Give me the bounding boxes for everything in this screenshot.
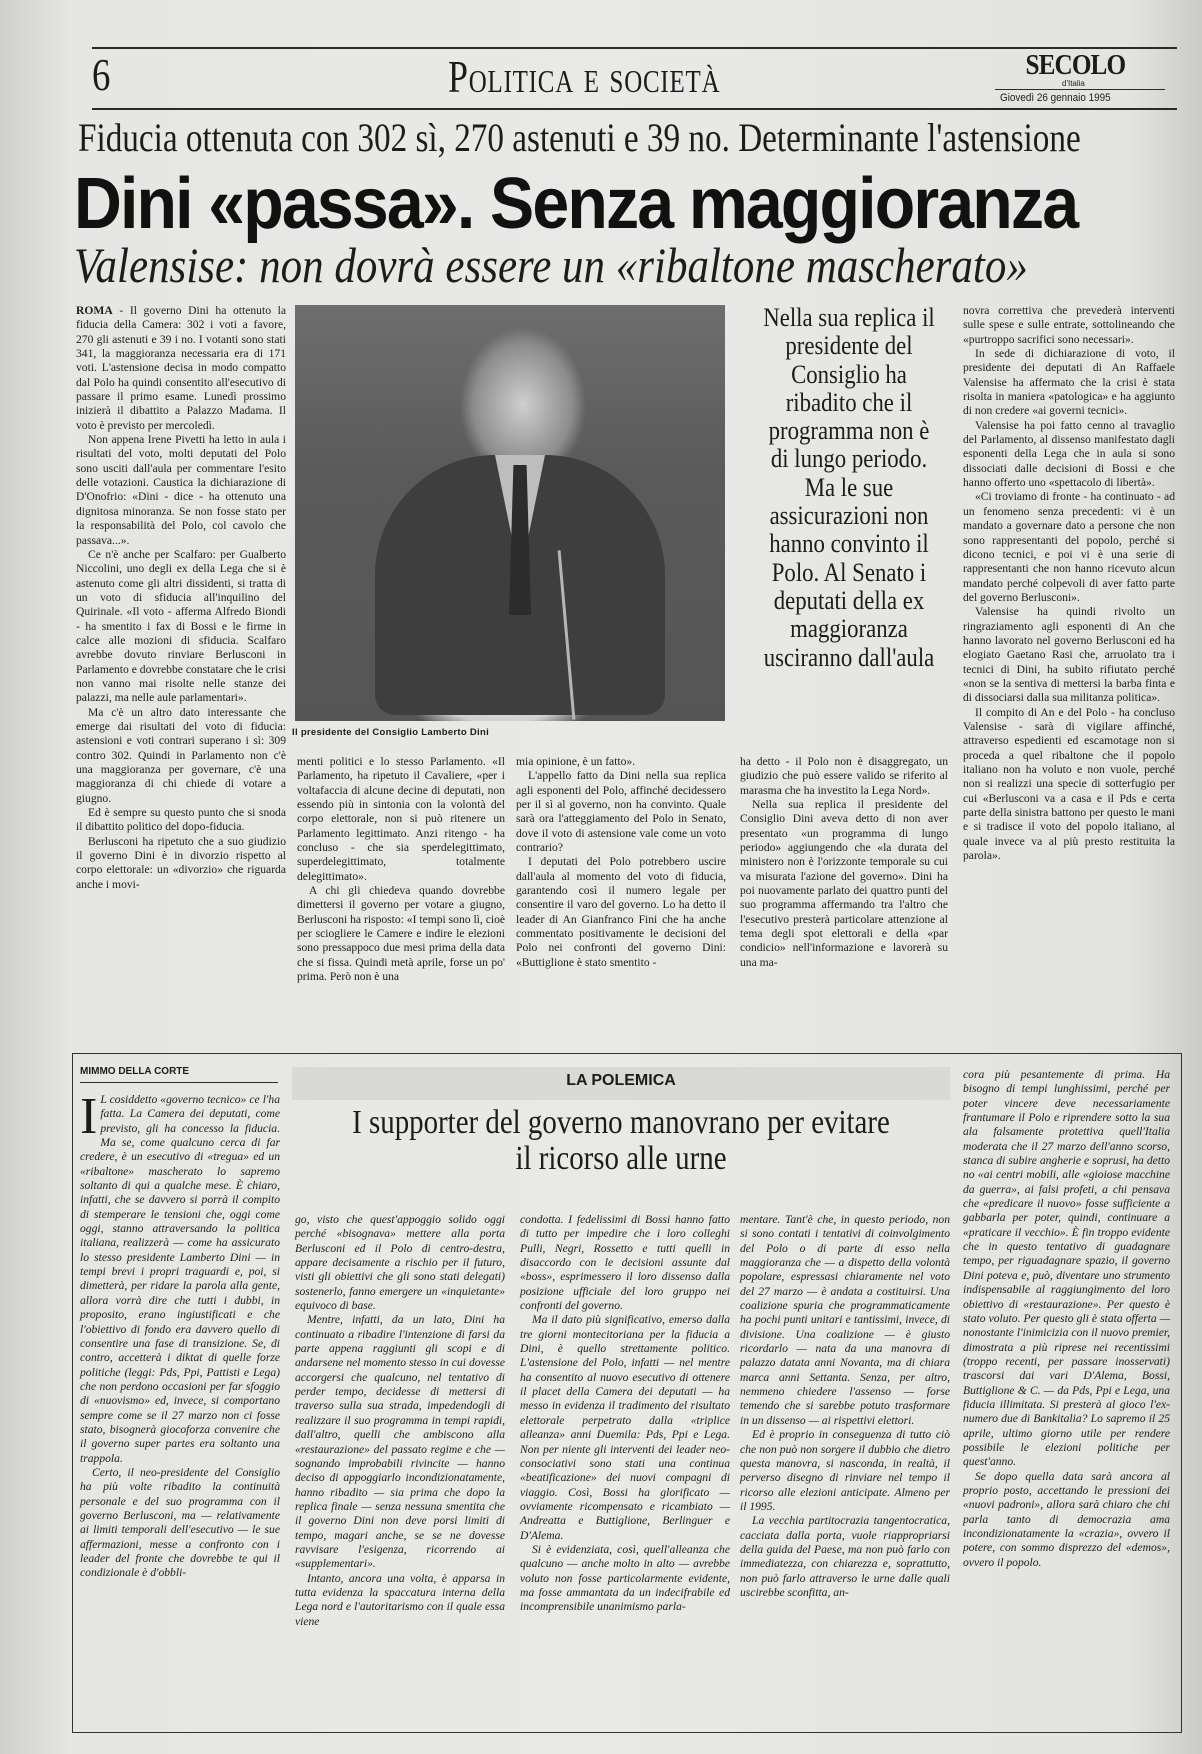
- photo-lamberto-dini: [295, 305, 725, 721]
- article-column-5: [963, 304, 1175, 863]
- polemica-column-1: [80, 1088, 280, 1581]
- polemica-paragraph: Mentre, infatti, da un lato, Dini ha continuato a ribadire l'intenzione di farsi da parte appena raggiunti gli scopi e di andarsene nel momento stesso in cui dovesse accorgersi che qualcuno, nel tentativo di perder tempo, decidesse di mettersi di traverso sulla sua strada, impedendogli di realizzare il suo programma in tempi rapidi, dall'altro, quelli che ambiscono alla «restaurazione» del passato regime e che — sognando improbabili rivincite — hanno deciso di appoggiarlo incondizionatamente, hanno ribadito — sia prima che dopo la replica finale — senza nessuna smentita che il governo Dini non deve porsi limiti di tempo, magari anche, se se ne dovesse ravvisare l'esigenza, ricorrendo ai «supplementari».: [295, 1313, 505, 1571]
- drop-cap: I: [80, 1088, 98, 1145]
- article-paragraph: Valensise ha quindi rivolto un ringraziamento agli esponenti di An che hanno lavorato nel governo Berlusconi ed ha elogiato Gaetano Rasi che, arruolato tra i tecnici di Dini, ha subito rifiutato perché «non se la sentiva di mettersi la barba finta e di dissociarsi dalla sua militanza politica».: [963, 605, 1175, 705]
- author-rule: [80, 1082, 278, 1083]
- top-rule: [92, 47, 1177, 49]
- issue-date: Giovedì 26 gennaio 1995: [1000, 92, 1111, 104]
- polemica-title: I supporter del governo manovrano per evitare il ricorso alle urne: [352, 1104, 890, 1177]
- polemica-paragraph: La vecchia partitocrazia tangentocratica, cacciata dalla porta, vuole riappropriarsi della guida del Paese, ma non può farlo con immediatezza, con chiarezza e, soprattutto, non può farlo attraverso le urne dalle quali uscirebbe sconfitta, an-: [740, 1514, 950, 1599]
- article-paragraph: A chi gli chiedeva quando dovrebbe dimettersi il governo per votare a giugno, Berlusconi ha risposto: «I tempi sono lì, cioè per sciogliere le Camere e indire le elezioni sono pressappoco due mesi prima della data che si fissa. Quindi metà aprile, forse un po' prima. Però non è una: [297, 884, 506, 984]
- polemica-column-4: [740, 1213, 950, 1600]
- article-paragraph: ROMA - Il governo Dini ha ottenuto la fiducia della Camera: 302 i voti a favore, 270 gli astenuti e 39 i no. I votanti sono stati 341, la maggioranza necessaria era di 171 voti. L'astensione decisa in modo compatto dal Polo ha quindi consentito all'esecutivo di passare il primo esame. Lunedì prossimo inizierà il dibattito a Palazzo Madama. Il voto è previsto per mercoledì.: [76, 304, 286, 432]
- article-paragraph: menti politici e lo stesso Parlamento. «Il Parlamento, ha ripetuto il Cavaliere, «per i voltafaccia di alcune decine di deputati, non essendo più in sintonia con la volontà del corpo elettorale, non si può ritenere un Parlamento legittimato. Anzi ritengo - ha concluso - che sia sperdelegittimato, superdelegittimato, totalmente delegittimato».: [297, 755, 505, 883]
- article-paragraph: Ce n'è anche per Scalfaro: per Gualberto Niccolini, uno degli ex della Lega che si è astenuto come gli altri dissidenti, si tratta di un voto di sfiducia all'inquilino del Quirinale. «Il voto - afferma Alfredo Biondi - ha smentito i fax di Bossi e le firme in calce alle mozioni di sfiducia. Scalfaro avrebbe dovuto rinviare Berlusconi in Parlamento e dovrebbe constatare che le crisi non vanno mai risolte nelle stanze dei palazzi, ma nelle aule parlamentari».: [76, 547, 286, 705]
- polemica-column-3: [520, 1213, 730, 1615]
- article-paragraph: Ma c'è un altro dato interessante che emerge dai risultati del voto di fiducia: astensioni e voti contrari superano i sì: 309 contro 302. Quindi in Parlamento non c'è una maggioranza per governare, c'è una maggioranza di chi chiede di votare a giugno.: [76, 705, 286, 805]
- polemica-paragraph: Ma il dato più significativo, emerso dalla tre giorni montecitoriana per la fiducia a Dini, è quello strettamente politico. L'astensione del Polo, infatti — nel mentre ha consentito al nuovo esecutivo di ottenere il placet della Camera dei deputati — ha messo in evidenza il tradimento del risultato elettorale perpetrato dalla «triplice alleanza» anni Duemila: Pds, Ppi e Lega. Non per niente gli interventi dei leader neo-consociativi sono stati una continua «beatificazione» dei nuovi compagni di viaggio. Così, Bossi ha glorificato — ovviamente ricompensato e ricambiato — Andreatta e Buttiglione, Berlinguer e D'Alema.: [520, 1313, 730, 1542]
- section-title: Politica e società: [448, 51, 721, 102]
- article-paragraph: I deputati del Polo potrebbero uscire dall'aula al momento del voto di fiducia, garantendo così il numero legale per consentire il varo del governo. Lo ha detto il leader di An Gianfranco Fini che ha anche commentato positivamente le decisioni del Polo nei confronti del governo Dini: «Buttiglione è stato smentito -: [516, 855, 726, 969]
- polemica-paragraph: condotta. I fedelissimi di Bossi hanno fatto di tutto per impedire che i loro colleghi Pulli, Negri, Rossetto e tutti quelli in disaccordo con le decisioni assunte dal «boss», esprimessero il loro dissenso dalla posizione ufficiale del loro gruppo nei confronti del governo.: [520, 1213, 730, 1313]
- article-paragraph: In sede di dichiarazione di voto, il presidente dei deputati di An Raffaele Valensise ha affermato che la crisi è stata risolta in maniera «patologica» e ha aggiunto di non credere «ai governi tecnici».: [963, 347, 1175, 418]
- date-rule: [995, 89, 1165, 90]
- polemica-paragraph: Intanto, ancora una volta, è apparsa in tutta evidenza la spaccatura interna della Lega nord e l'autoritarismo con il quale essa viene: [295, 1571, 505, 1628]
- pull-quote: Nella sua replica il presidente del Consiglio ha ribadito che il programma non è di lungo periodo. Ma le sue assicurazioni non hanno convinto il Polo. Al Senato i deputati della ex maggioranza usciranno dall'aula: [763, 302, 935, 672]
- article-column-3: [516, 755, 726, 970]
- page-number: 6: [92, 49, 111, 100]
- polemica-paragraph: Se dopo quella data sarà ancora al proprio posto, accettando le pressioni dei «nuovi padroni», allora sarà chiaro che chi parla tanto di democrazia ama incondizionatamente la «crazia», ovvero il potere, con sommo disprezzo del «demos», ovvero il popolo.: [963, 1469, 1170, 1569]
- newspaper-logo: SECOLO: [1025, 50, 1126, 81]
- article-column-1: [76, 304, 286, 892]
- article-column-2: [297, 755, 505, 985]
- photo-caption: Il presidente del Consiglio Lamberto Dini: [292, 727, 490, 738]
- article-paragraph: L'appello fatto da Dini nella sua replica agli esponenti del Polo, affinché decidessero per il sì al governo, non ha convinto. Quale sarà ora l'atteggiamento del Polo in Senato, dove il voto di astensione vale come un voto contrario?: [516, 769, 726, 855]
- article-paragraph: Non appena Irene Pivetti ha letto in aula i risultati del voto, molti deputati del Polo sono usciti dall'aula per commentare l'esito delle votazioni. Caustica la dichiarazione di D'Onofrio: «Dini - dice - ha ottenuto una dignitosa minoranza. Se non fosse stato per la responsabilità del Polo, col cavolo che passava...».: [76, 433, 286, 547]
- polemica-label: LA POLEMICA: [566, 1072, 676, 1089]
- article-paragraph: mia opinione, è un fatto».: [516, 755, 636, 768]
- dateline: ROMA: [76, 304, 113, 317]
- article-paragraph: ha detto - il Polo non è disaggregato, un giudizio che può essere valido se riferito al marasma che ha investito la Lega Nord».: [740, 755, 948, 797]
- article-column-4: [740, 755, 948, 970]
- article-paragraph: «Ci troviamo di fronte - ha continuato - ad un fenomeno senza precedenti: vi è un mandato a governare dato a persone che non sono rappresentanti del popolo, perché si dicono tecnici, e poi vi è una serie di rappresentanti che non hanno ricevuto alcun mandato perché colpevoli di aver fatto parte del governo Berlusconi».: [963, 490, 1175, 604]
- newspaper-logo-subtitle: d'Italia: [1062, 79, 1085, 88]
- polemica-paragraph: Si è evidenziata, così, quell'alleanza che qualcuno — anche molto in alto — avrebbe voluto non fosse particolarmente evidente, ma fosse ammantata da un indecifrabile ed incomprensibile unanimismo parla-: [520, 1542, 730, 1614]
- article-headline: Dini «passa». Senza maggioranza: [74, 164, 1078, 244]
- article-paragraph: Ed è sempre su questo punto che si snoda il dibattito politico del dopo-fiducia.: [76, 806, 286, 834]
- masthead-bottom-rule: [92, 108, 1177, 110]
- polemica-paragraph: go, visto che quest'appoggio solido oggi perché «bisognava» mettere alla porta Berlusconi ed il Polo di centro-destra, appare decisamente a rischio per il futuro, visti gli obiettivi che gli sono stati delegati) sostenerlo, fanno emergere un «inquietante» equivoco di base.: [295, 1213, 505, 1313]
- polemica-column-2: [295, 1213, 505, 1629]
- polemica-paragraph: Ed è proprio in conseguenza di tutto ciò che non può non sorgere il dubbio che dietro questa manovra, si nasconda, in realtà, il perverso disegno di rinviare nel tempo il ricorso alle elezioni anticipate. Almeno per il 1995.: [740, 1428, 950, 1513]
- polemica-paragraph: cora più pesantemente di prima. Ha bisogno di tempi lunghissimi, perché per poter vincere deve necessariamente frantumare il Polo e riprendere sotto la sua ala falsamente protettiva quell'Italia moderata che il 27 marzo dell'anno scorso, stanca di subire angherie e soprusi, ha detto no «ai centri mobili, alle «gioiose macchine da guerra», ai falsi profeti, a chi pensava che «predicare il nuovo» fosse sufficiente a gabbarla per poter, quindi, continuare a «praticare il vecchio». È fin troppo evidente che in questo tentativo di guadagnare tempo, per riguadagnare spazio, il governo Dini poteva e, può, diventare uno strumento indispensabile al raggiungimento del loro obiettivo di «restaurazione». Per questo è stato voluto. Per questo gli è stata offerta — nonostante l'inimicizia con il nuovo premier, dimostrata a più riprese nei recentissimi (troppo recenti, per passare inosservati) trascorsi dai vari D'Alema, Bossi, Buttiglione & C. — da Pds, Ppi e Lega, una fiducia illimitata. Si presterà al gioco l'ex-numero due di Bankitalia? Lo sapremo il 25 aprile, ultimo giorno utile per rendere possibile le elezioni politiche per quest'anno.: [963, 1068, 1170, 1469]
- polemica-paragraph: mentare. Tant'è che, in questo periodo, non si sono contati i tentativi di coinvolgimento del Polo o di parte di esso nella maggioranza che — a dispetto della volontà popolare, espressasi chiaramente nel voto del 27 marzo — è andata a costituirsi. Una coalizione spuria che programmaticamente ha pochi punti unitari e tantissimi, invece, di divisione. Una coalizione — è giusto ricordarlo — nata da una manovra di palazzo datata anni Novanta, ma di chiara marca anni Settanta. Senza, per altro, nemmeno chiedere l'assenso — forse temendo che si sarebbe potuto trasformare in un dissenso — ai rispettivi elettori.: [740, 1213, 950, 1427]
- polemica-paragraph: Certo, il neo-presidente del Consiglio ha più volte ribadito la continuità personale e del suo programma con il governo Berlusconi, ma — relativamente ai limiti temporali dell'esecutivo — le sue affermazioni, messe a confronto con i leader del fronte che dovrebbe te qui il condizionale è d'obbli-: [80, 1465, 280, 1580]
- polemica-author: MIMMO DELLA CORTE: [80, 1066, 190, 1077]
- polemica-column-5: [963, 1068, 1170, 1570]
- article-paragraph: Valensise ha poi fatto cenno al travaglio del Parlamento, al dissenso manifestato dagli esponenti della Lega che in aula si sono dissociati dalle decisioni di Bossi e che hanno offerto uno «spettacolo di libertà».: [963, 418, 1175, 490]
- article-paragraph: Nella sua replica il presidente del Consiglio Dini aveva detto di non aver presentato «un programma di lungo periodo» aggiungendo che «la durata del ministero non è l'orizzonte temporale su cui va misurata l'azione del governo». Dini ha poi nuovamente parlato dei quattro punti del suo programma affermando tra l'altro che l'esecutivo presterà particolare attenzione al tema degli spot elettorali e della «par condicio» nell'informazione e lavorerà su una ma-: [740, 798, 948, 969]
- article-paragraph: Il compito di An e del Polo - ha concluso Valensise - sarà di vigilare affinché, attraverso espedienti ed escamotage non si proceda a quel ribaltone che il popolo italiano non ha voluto e non vuole, perché non si realizzi una specie di sotterfugio per cui «Berlusconi va a casa e il Pds e certa parte della sinistra battono per questo le mani e si tradisce il voto del popolo italiano, al quale invece va al più presto restituita la parola».: [963, 705, 1175, 863]
- article-paragraph: novra correttiva che prevederà interventi sulle spese e sulle entrate, sottolineando che «purtroppo sacrifici sono necessari».: [963, 304, 1175, 346]
- article-subhead: Valensise: non dovrà essere un «ribaltone mascherato»: [74, 237, 1028, 293]
- article-paragraph: Berlusconi ha ripetuto che a suo giudizio il governo Dini è in divorzio rispetto al corpo elettorale: un «divorzio» che riguarda anche i movi-: [76, 834, 286, 891]
- polemica-paragraph: I L cosiddetto «governo tecnico» ce l'ha fatta. La Camera dei deputati, come previsto, gli ha concesso la fiducia. Ma se, come qualcuno cerca di far credere, è un esecutivo di «tregua» ed un «ribaltone» mascherato lo sapremo soltanto di qui a qualche mese. È chiaro, infatti, che se davvero si porrà il compito di stemperare le tensioni che, oggi come oggi, stanno attraversando la politica italiana, realizzerà — come ha assicurato lo stesso presidente Lamberto Dini — in tempi brevi i propri traguardi e, poi, si dimetterà, per ridare la parola alla gente, allora vorrà dire che tutti i dubbi, in proposito, erano ingiustificati e che l'obiettivo di fondo era davvero quello di consentire una fase di transizione. Se, di contro, accetterà i diktat di quelle forze politiche (leggi: Pds, Ppi, Pattisti e Lega) che non perdono occasioni per far sfoggio di «nuovismo» ed, invece, si comportano sempre come se il 27 marzo non ci fosse stato, bisognerà giocoforza convenire che il governo super partes era soltanto una trappola.: [80, 1088, 280, 1465]
- article-kicker: Fiducia ottenuta con 302 sì, 270 astenuti e 39 no. Determinante l'astensione: [78, 115, 1081, 160]
